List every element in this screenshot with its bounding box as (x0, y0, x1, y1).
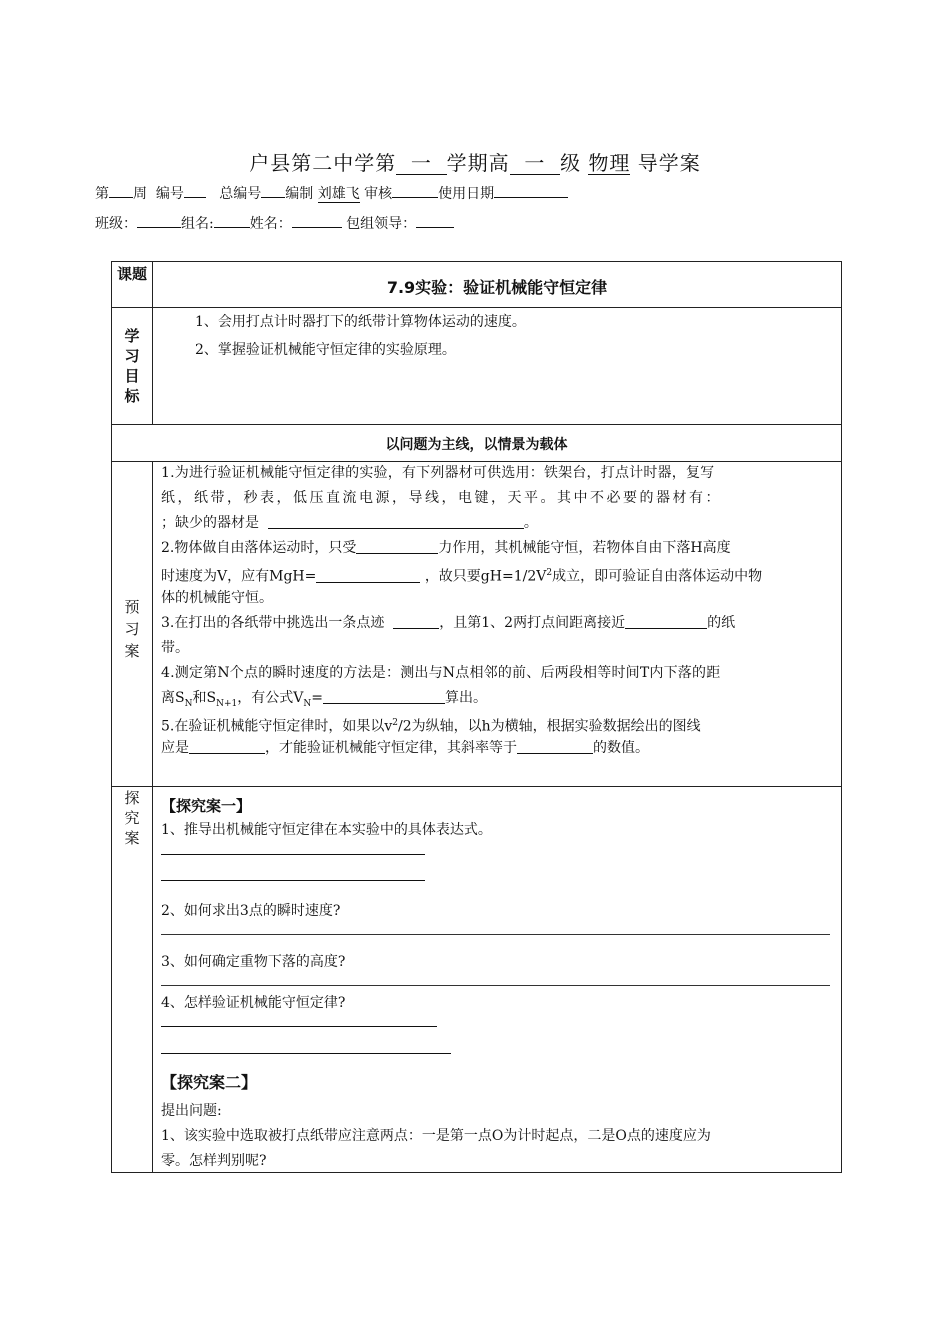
name-blank[interactable] (292, 214, 342, 228)
page-title (0, 147, 950, 176)
title-text-2: 学期高 (446, 151, 510, 175)
case1-q4: 4、怎样验证机械能守恒定律? (161, 995, 346, 1011)
preview-q2-line2: 时速度为V，应有MgH= ，故只要$gH=1/2V^2$成立，即可验证自由落体运动中物 (161, 568, 763, 585)
explore-label: 探究案 (124, 789, 140, 847)
answer-line[interactable] (161, 1053, 451, 1054)
objective-item: 1、会用打点计时器打下的纸带计算物体运动的速度。 (195, 314, 526, 330)
row-divider (111, 424, 842, 425)
case1-title: 【探究案一】 (161, 797, 252, 815)
slope-blank[interactable] (517, 739, 593, 754)
force-blank[interactable] (356, 539, 438, 554)
distance-blank[interactable] (625, 614, 707, 629)
case2-title: 【探究案二】 (161, 1073, 258, 1092)
preview-q5-line1: 5.在验证机械能守恒定律时，如果以$v^2/2$为纵轴，以h为横轴，根据实验数据绘出的图线 (161, 718, 701, 735)
preview-q1-line2: 纸，纸带，秒表，低压直流电源，导线，电键，天平。其中不必要的器材有： (161, 490, 722, 506)
lesson-title: 7.9实验：验证机械能守恒定律 (386, 278, 608, 297)
case1-q1: 1、推导出机械能守恒定律在本实验中的具体表达式。 (161, 822, 492, 838)
graph-shape-blank[interactable] (189, 739, 265, 754)
code-blank[interactable] (184, 184, 206, 198)
row-divider (111, 786, 842, 787)
objectives-label: 学习目标 (124, 327, 140, 405)
preview-q3-line2: 带。 (161, 640, 189, 656)
title-grade-blank: 一 (510, 153, 560, 175)
case1-q3: 3、如何确定重物下落的高度? (161, 954, 346, 970)
answer-line[interactable] (161, 1026, 437, 1027)
class-blank[interactable] (137, 214, 181, 228)
row-divider (111, 307, 842, 308)
objective-item: 2、掌握验证机械能守恒定律的实验原理。 (195, 342, 456, 358)
col-divider-bottom (152, 461, 153, 1173)
preview-q1-line3: ；缺少的器材是 。 (161, 515, 538, 531)
title-text-4: 导学案 (637, 151, 701, 175)
preview-q4-line2: 离$S_N$和$S_{N+1}$，有公式$V_N=$ 算出。 (161, 690, 487, 709)
preview-q4-line1: 4.测定第N个点的瞬时速度的方法是：测出与N点相邻的前、后两段相等时间T内下落的距 (161, 665, 721, 681)
title-text-1: 户县第二中学第 (249, 151, 397, 175)
meta-line-2: 班级： 组名: 姓名： 包组领导： (95, 213, 454, 233)
preview-label: 预习案 (124, 598, 140, 660)
answer-line[interactable] (161, 985, 830, 986)
clear-trace-blank[interactable] (393, 614, 439, 629)
date-blank[interactable] (494, 184, 568, 198)
case1-q2: 2、如何求出3点的瞬时速度? (161, 903, 341, 919)
title-text-3: 级 (560, 151, 582, 175)
preview-q2-line1: 2.物体做自由落体运动时，只受 力作用，其机械能守恒，若物体自由下落H高度 (161, 540, 731, 556)
total-code-blank[interactable] (261, 184, 285, 198)
preview-q1-line1: 1.为进行验证机械能守恒定律的实验，有下列器材可供选用：铁架台，打点计时器，复写 (161, 465, 715, 481)
case2-q1-line2: 零。怎样判别呢? (161, 1153, 267, 1169)
preview-q5-line2: 应是 ，才能验证机械能守恒定律，其斜率等于 的数值。 (161, 740, 649, 756)
leader-blank[interactable] (416, 214, 454, 228)
missing-equipment-blank[interactable] (268, 514, 524, 529)
review-blank[interactable] (392, 184, 438, 198)
title-subject: 物理 (588, 151, 631, 175)
energy-blank[interactable] (316, 568, 420, 583)
answer-line[interactable] (161, 854, 425, 855)
answer-line[interactable] (161, 880, 425, 881)
answer-line[interactable] (161, 934, 830, 935)
case2-raise-question: 提出问题: (161, 1103, 222, 1119)
velocity-formula-blank[interactable] (323, 689, 445, 704)
preview-q3-line1: 3.在打出的各纸带中挑选出一条点迹 ，且第1、2两打点间距离接近 的纸 (161, 615, 736, 631)
editor-name: 刘雄飞 (317, 186, 360, 202)
lesson-label: 课题 (116, 265, 147, 283)
case2-q1-line1: 1、该实验中选取被打点纸带应注意两点：一是第一点O为计时起点，二是O点的速度应为 (161, 1128, 711, 1144)
theme-banner: 以问题为主线，以情景为载体 (385, 437, 568, 453)
preview-q2-line3: 体的机械能守恒。 (161, 590, 273, 606)
week-blank[interactable] (109, 184, 133, 198)
group-blank[interactable] (214, 214, 250, 228)
meta-line-1: 第 周 编号 总编号 编制 刘雄飞 审核 使用日期 (95, 183, 568, 203)
title-semester-blank: 一 (396, 153, 446, 175)
